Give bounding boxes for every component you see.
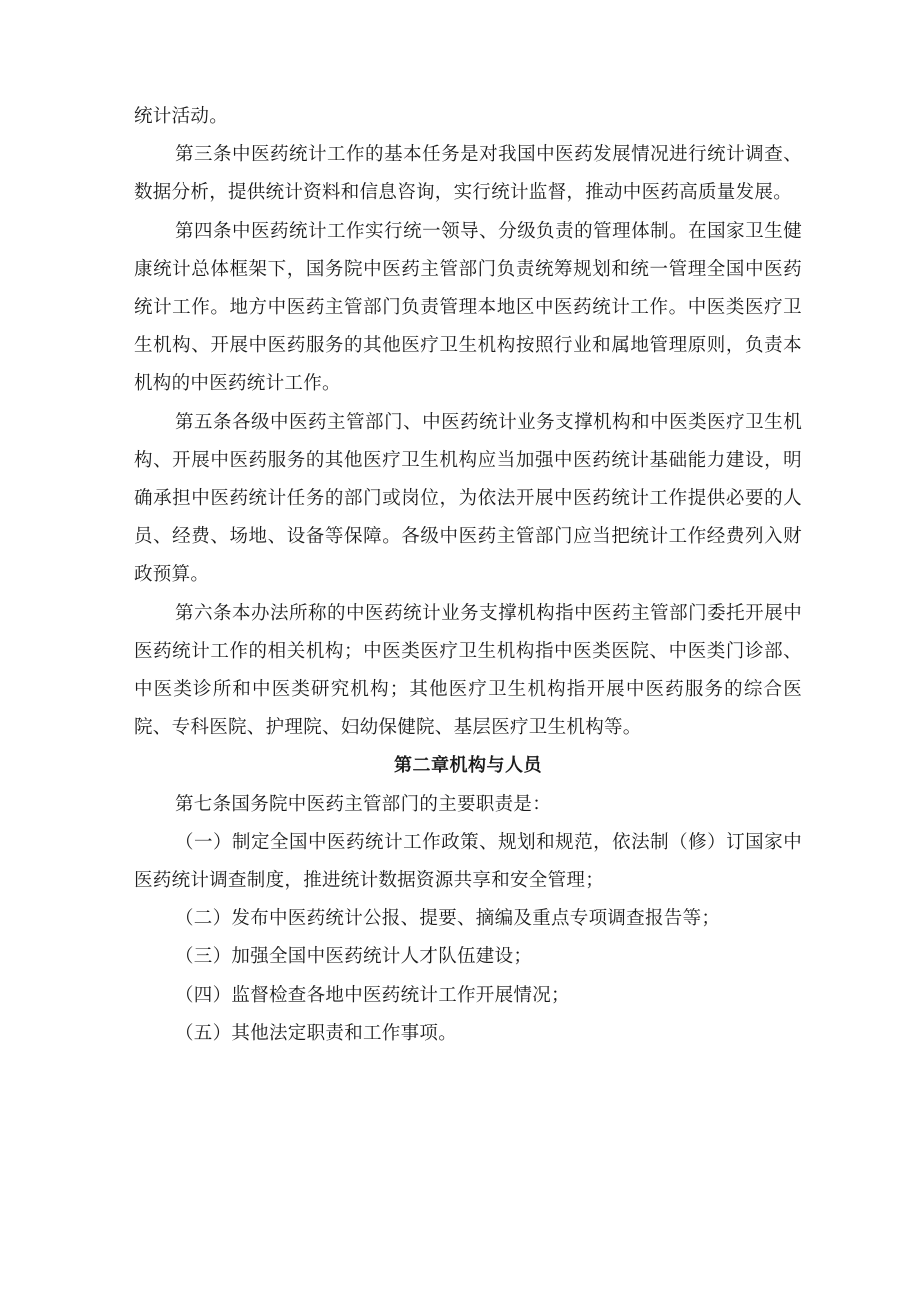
duty-item-3: （三）加强全国中医药统计人才队伍建设； <box>175 946 533 968</box>
paragraph-continuation: 统计活动。 <box>134 106 229 127</box>
article-4-paragraph: 第四条中医药统计工作实行统一领导、分级负责的管理体制。在国家卫生健康统计总体框架下，国务院中医药主管部门负责统筹规划和统一管理全国中医药统计工作。地方中医药主管部门负责管理本地区中医药统计工作。中医类医疗卫生机构、开展中医药服务的其他医疗卫生机构按照行业和属地管理原则，负责本机构的中医药统计工作。 <box>134 220 802 395</box>
article-3-paragraph: 第三条中医药统计工作的基本任务是对我国中医药发展情况进行统计调查、数据分析，提供统计资料和信息咨询，实行统计监督，推动中医药高质量发展。 <box>134 144 802 204</box>
article-7-paragraph: 第七条国务院中医药主管部门的主要职责是： <box>175 793 552 815</box>
article-6-paragraph: 第六条本办法所称的中医药统计业务支撑机构指中医药主管部门委托开展中医药统计工作的相关机构；中医类医疗卫生机构指中医类医院、中医类门诊部、中医类诊所和中医类研究机构；其他医疗卫生机构指开展中医药服务的综合医院、专科医院、护理院、妇幼保健院、基层医疗卫生机构等。 <box>134 602 802 739</box>
document-page <box>134 98 802 1053</box>
chapter-heading: 第二章机构与人员 <box>394 755 542 777</box>
article-5-paragraph: 第五条各级中医药主管部门、中医药统计业务支撑机构和中医类医疗卫生机构、开展中医药服务的其他医疗卫生机构应当加强中医药统计基础能力建设，明确承担中医药统计任务的部门或岗位，为依法开展中医药统计工作提供必要的人员、经费、场地、设备等保障。各级中医药主管部门应当把统计工作经费列入财政预算。 <box>134 411 802 586</box>
duty-item-2: （二）发布中医药统计公报、提要、摘编及重点专项调查报告等； <box>175 908 721 930</box>
duty-item-5: （五）其他法定职责和工作事项。 <box>175 1022 458 1044</box>
duty-item-4: （四）监督检查各地中医药统计工作开展情况； <box>175 984 570 1006</box>
duty-item-1: （一）制定全国中医药统计工作政策、规划和规范，依法制（修）订国家中医药统计调查制度，推进统计数据资源共享和安全管理； <box>134 831 802 892</box>
